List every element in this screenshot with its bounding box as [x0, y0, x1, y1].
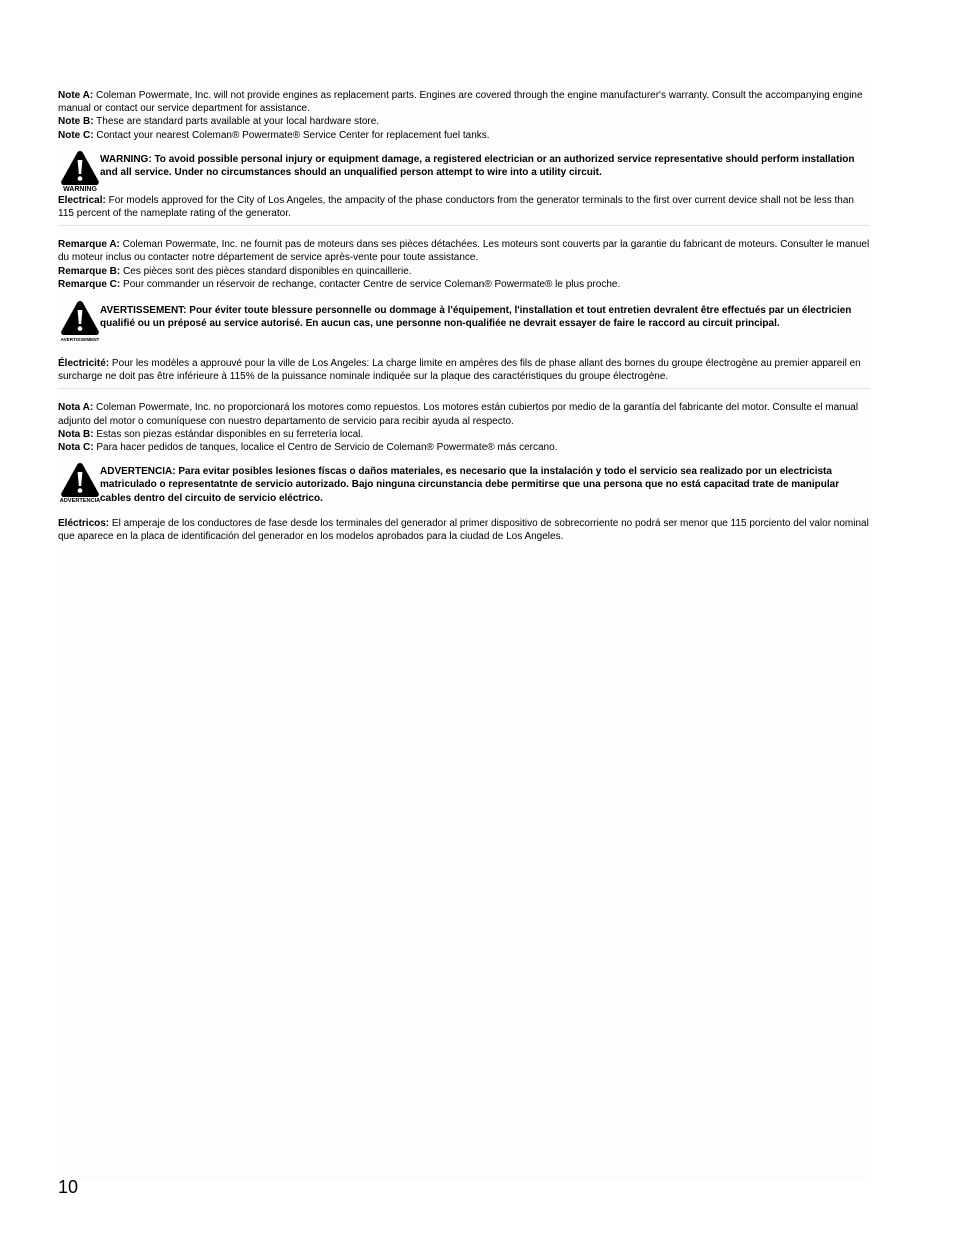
- remarque-a: [58, 238, 870, 264]
- document-body: [58, 89, 870, 544]
- advertencia-symbol: [58, 462, 102, 505]
- warning-triangle-icon: [60, 150, 100, 186]
- note-a-label: Note A:: [58, 90, 94, 101]
- nota-a-label: Nota A:: [58, 402, 94, 414]
- remarque-a-label: Remarque A:: [58, 239, 120, 251]
- remarque-b: [58, 265, 870, 278]
- warning-triangle-icon: [60, 299, 100, 337]
- nota-b: [58, 428, 870, 441]
- note-b: [58, 115, 870, 128]
- avertissement-block: [58, 299, 870, 343]
- electricos-note: [58, 517, 870, 543]
- warning-block: [58, 150, 870, 194]
- electricite-text: Pour les modèles a approuvé pour la ville de Los Angeles: La charge limite en ampères des fils de phase allant des bornes du groupe électrogène au premier appareil en surcharge ne doit pas être inférieure à 115% de la puissance nominale indiquée sur la plaque des caractéristiques du groupe électrogène.: [58, 358, 861, 383]
- electricite-note: [58, 357, 870, 383]
- electricos-label: Eléctricos:: [58, 518, 110, 530]
- spanish-section: [58, 401, 870, 543]
- section-divider: [58, 388, 870, 389]
- avertissement-caption: AVERTISSEMENT: [60, 337, 100, 343]
- avertissement-symbol: [58, 299, 102, 343]
- nota-a-text: Coleman Powermate, Inc. no proporcionará los motores como repuestos. Los motores están cubiertos por medio de la garantía del fabricante del motor. Consulte el manual adjunto del motor o comuníquese con nuestro departamento de servicio para recibir ayuda al respecto.: [58, 402, 859, 427]
- note-b-label: Note B:: [58, 116, 94, 128]
- remarque-c-text: Pour commander un réservoir de rechange, contacter Centre de service Coleman® Powermate® le plus proche.: [120, 278, 621, 290]
- advertencia-block: [58, 462, 870, 505]
- remarque-a-text: Coleman Powermate, Inc. ne fournit pas de moteurs dans ses pièces détachées. Les moteurs sont couverts par la garantie du fabricant de moteurs. Consulter le manuel du moteur inclus ou contacter notre département de service après-vente pour toute assistance.: [58, 239, 870, 264]
- note-a: [58, 89, 870, 115]
- section-divider: [58, 225, 870, 226]
- nota-c-label: Nota C:: [58, 442, 94, 454]
- note-c: [58, 129, 870, 142]
- electrical-text: For models approved for the City of Los Angeles, the ampacity of the phase conductors from the generator terminals to the first over current device shall not be less than 115 percent of the nameplate rating of the generator.: [58, 194, 854, 220]
- nota-c-text: Para hacer pedidos de tanques, localice el Centro de Servicio de Coleman® Powermate® más cercano.: [93, 442, 558, 454]
- electricos-text: El amperaje de los conductores de fase desde los terminales del generador al primer dispositivo de sobrecorriente no podrá ser menor que 115 porciento del valor nominal que aparece en la placa de identificación del generador en los modelos aprobados para la ciudad de Los Angeles.: [58, 518, 869, 543]
- english-section: [58, 89, 870, 220]
- note-c-text: Contact your nearest Coleman® Powermate® Service Center for replacement fuel tanks.: [93, 129, 490, 141]
- note-a-text: Coleman Powermate, Inc. will not provide engines as replacement parts. Engines are covered through the engine manufacturer's warranty. Consult the accompanying engine manual or contact our service department for assistance.: [58, 90, 863, 115]
- remarque-c: [58, 278, 870, 291]
- warning-text: WARNING: To avoid possible personal injury or equipment damage, a registered electrician or an authorized service representative should perform installation and all service. Under no circumstances should an unqualified person attempt to wire into a utility circuit.: [100, 153, 855, 179]
- warning-symbol: [58, 150, 102, 194]
- electricite-label: Électricité:: [58, 358, 110, 370]
- advertencia-text: ADVERTENCIA: Para evitar posibles lesiones físcas o daños materiales, es necesario que la instalación y todo el servicio sea realizado por un electricista matriculado o representatnte de servicio autorizado. Bajo ninguna circunstancia debe permitirse que una persona que no está capacitad trate de manipular cables dentro del circuito de servicio eléctrico.: [100, 466, 840, 504]
- warning-caption: WARNING: [63, 185, 97, 193]
- nota-a: [58, 401, 870, 427]
- nota-b-text: Estas son piezas estándar disponibles en su ferretería local.: [93, 428, 364, 440]
- french-section: [58, 238, 870, 383]
- electrical-label: Electrical:: [58, 194, 106, 206]
- nota-c: [58, 441, 870, 454]
- remarque-b-text: Ces pièces sont des pièces standard disponibles en quincaillerie.: [120, 265, 412, 277]
- avertissement-text: AVERTISSEMENT: Pour éviter toute blessure personnelle ou dommage à l'équipement, l'installation et tout entretien devralent être effectués par un électricien qualifié ou un préposé au service autorisé. En aucun cas, une personne non-qualifiée ne devrait essayer de faire le raccord au circuit principal.: [100, 305, 852, 330]
- remarque-c-label: Remarque C:: [58, 278, 121, 290]
- remarque-b-label: Remarque B:: [58, 265, 121, 277]
- page-number: 10: [58, 1177, 79, 1197]
- note-b-text: These are standard parts available at your local hardware store.: [93, 116, 380, 128]
- warning-triangle-icon: [60, 462, 100, 498]
- note-c-label: Note C:: [58, 129, 94, 141]
- nota-b-label: Nota B:: [58, 428, 94, 440]
- electrical-note: [58, 194, 870, 220]
- advertencia-caption: ADVERTENCIA: [59, 498, 101, 505]
